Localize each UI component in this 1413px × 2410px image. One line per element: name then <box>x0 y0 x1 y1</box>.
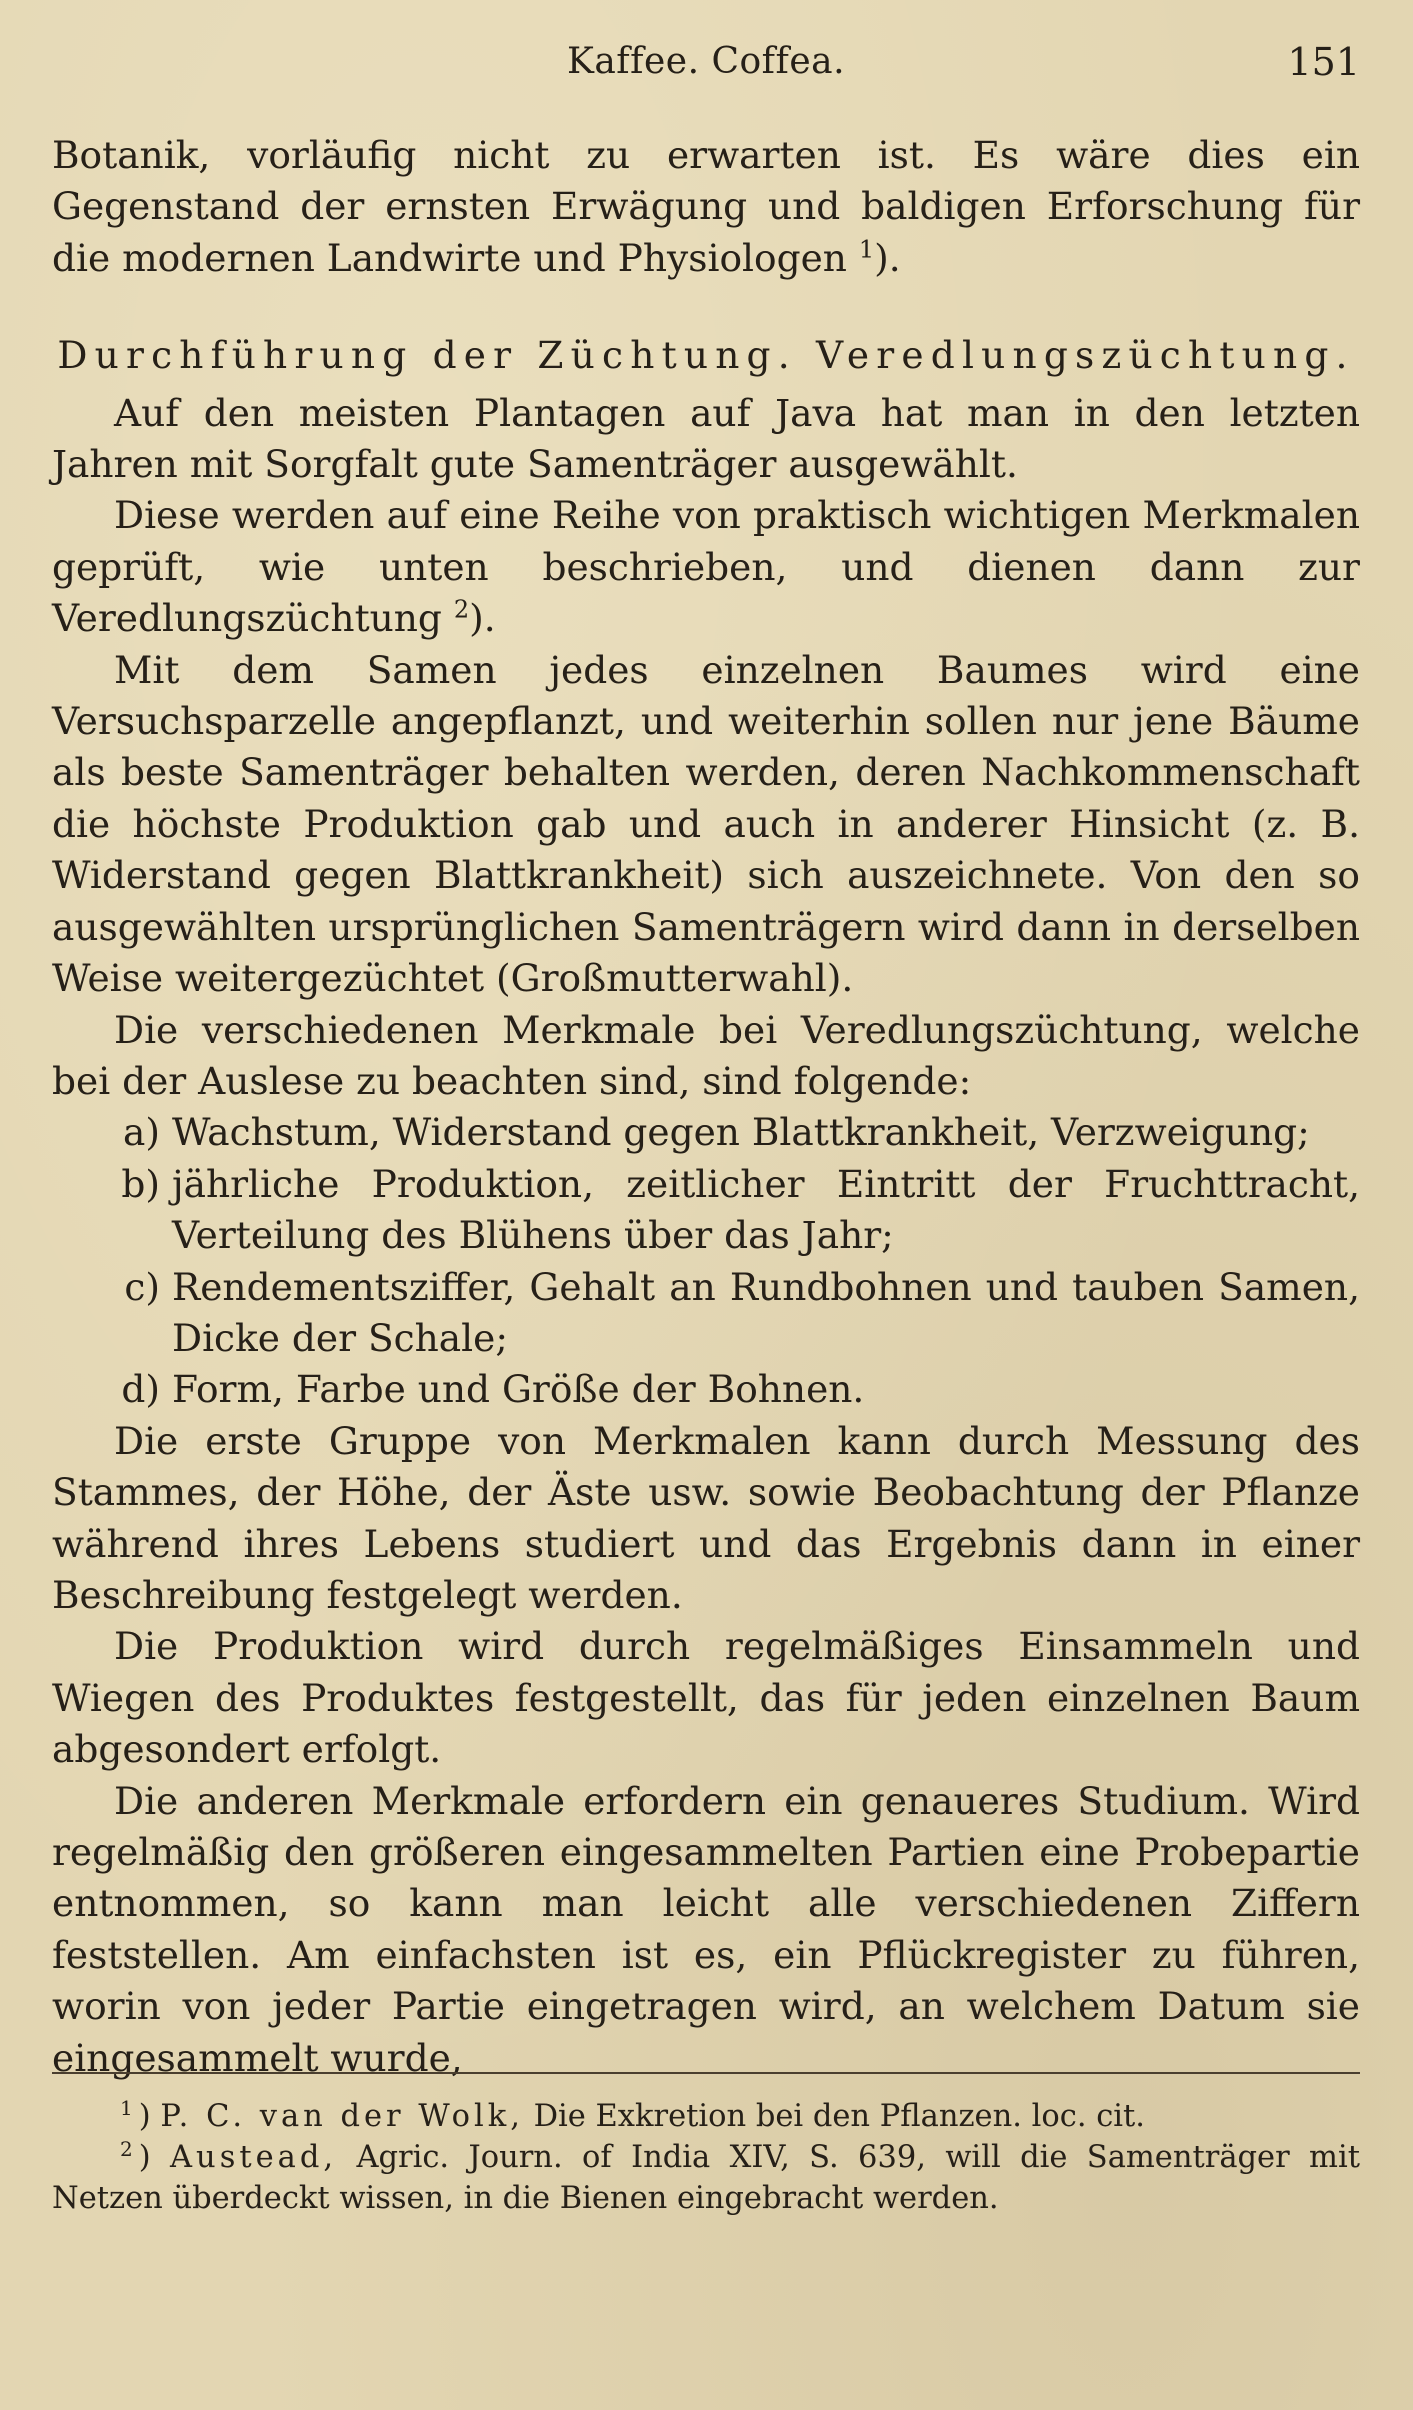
list-text: jährliche Produktion, zeitlicher Eintritt der Fruchttracht, Verteilung des Blühens über das Jahr; <box>172 1161 1360 1258</box>
list-marker: b) <box>121 1161 160 1206</box>
footnotes <box>52 2096 1360 2219</box>
main-text <box>52 130 1360 2084</box>
list-text: Rendementsziffer, Gehalt an Rundbohnen und tauben Samen, Dicke der Schale; <box>172 1264 1360 1360</box>
paragraph: Die Produktion wird durch regelmäßiges Einsammeln und Wiegen des Produktes festgestellt, das für jeden einzelnen Baum abgesondert erfolgt. <box>52 1624 1360 1772</box>
footnote-number: 2 <box>120 2136 133 2161</box>
paragraph-text-end: ). <box>469 596 496 641</box>
paragraph: Die anderen Merkmale erfordern ein genaueres Studium. Wird regelmäßig den größeren eingesammelten Partien eine Probepartie entnommen, so kann man leicht alle verschiedenen Ziffern feststellen. Am einfachsten ist es, ein Pflückregister zu führen, worin von jeder Partie eingetragen wird, an welchem Datum sie eingesammelt wurde, <box>52 1778 1360 2080</box>
footnote-ref: 1 <box>858 235 875 264</box>
footnote-ref: 2 <box>453 595 470 624</box>
paragraph <box>52 490 1360 644</box>
list-text: Wachstum, Widerstand gegen Blattkrankheit, Verzweigung; <box>172 1110 1310 1155</box>
page-number: 151 <box>1287 40 1360 84</box>
paragraph-text-end: ). <box>874 235 901 280</box>
list-item <box>52 1262 1360 1365</box>
list-item <box>52 1364 1360 1415</box>
paragraph: Die erste Gruppe von Merkmalen kann durch Messung des Stammes, der Höhe, der Äste usw. sowie Beobachtung der Pflanze während ihres Lebens studiert und das Ergebnis dann in einer Beschreibung festgelegt werden. <box>52 1418 1360 1617</box>
list-item <box>52 1107 1360 1158</box>
paragraph-text: Diese werden auf eine Reihe von praktisch wichtigen Merkmalen geprüft, wie unten beschrieben, und dienen dann zur Veredlungszüchtung <box>52 493 1360 641</box>
footnote-divider <box>52 2072 1360 2074</box>
paragraph <box>52 130 1360 284</box>
footnote-number: 1 <box>120 2095 133 2120</box>
paragraph: Auf den meisten Plantagen auf Java hat man in den letzten Jahren mit Sorgfalt gute Samenträger ausgewählt. <box>52 390 1360 487</box>
page-header <box>52 40 1360 84</box>
list-marker: a) <box>123 1110 160 1155</box>
paragraph: Mit dem Samen jedes einzelnen Baumes wird eine Versuchsparzelle angepflanzt, und weiterhin sollen nur jene Bäume als beste Samenträger behalten werden, deren Nachkommenschaft die höchste Produktion gab und auch in anderer Hinsicht (z. B. Widerstand gegen Blattkrankheit) sich auszeichnete. Von den so ausgewählten ursprünglichen Samenträgern wird dann in derselben Weise weitergezüchtet (Großmutterwahl). <box>52 647 1360 1001</box>
footnote: $^1$ ) P. C. van der Wolk, Die Exkretion bei den Pflanzen. loc. cit. <box>120 2095 1145 2134</box>
footnote-author: Austead, <box>170 2140 338 2175</box>
footnote-text: Agric. Journ. of India XIV, S. 639, will die Samenträger mit Netzen überdeckt wissen, in die Bienen eingebracht werden. <box>52 2140 1360 2216</box>
footnote-author: P. C. van der Wolk, <box>160 2099 524 2134</box>
paragraph-text: Botanik, vorläufig nicht zu erwarten ist. Es wäre dies ein Gegenstand der ernsten Erwägung und baldigen Erforschung für die modernen Landwirte und Physiologen <box>52 133 1360 280</box>
list-item <box>52 1159 1360 1262</box>
section-heading: Durchführung der Züchtung. Veredlungszüchtung. <box>57 333 1355 378</box>
list-marker: d) <box>121 1367 160 1412</box>
running-title: Kaffee. Coffea. <box>566 41 846 82</box>
paragraph: Die verschiedenen Merkmale bei Veredlungszüchtung, welche bei der Auslese zu beachten sind, sind folgende: <box>52 1007 1360 1103</box>
list-text: Form, Farbe und Größe der Bohnen. <box>172 1367 865 1412</box>
list-marker: c) <box>124 1264 160 1309</box>
footnote-text: Die Exkretion bei den Pflanzen. loc. cit. <box>533 2099 1145 2134</box>
footnote: $^2$ ) Austead, Agric. Journ. of India XIV, S. 639, will die Samenträger mit Netzen überdeckt wissen, in die Bienen eingebracht werden. <box>52 2136 1360 2216</box>
